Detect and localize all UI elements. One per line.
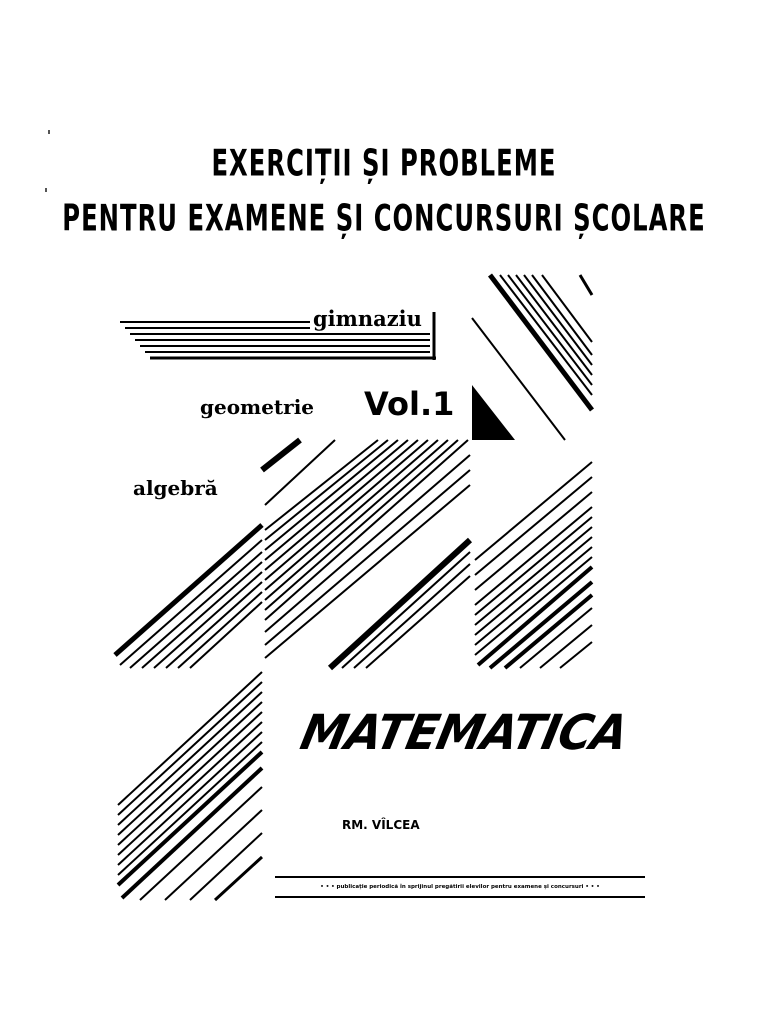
title-line-2: PENTRU EXAMENE ȘI CONCURSURI ȘCOLARE [62, 198, 706, 240]
city-label: RM. VÎLCEA [342, 818, 420, 832]
stripes-bottom-left [118, 672, 262, 900]
stripes-center [262, 440, 470, 668]
scan-speck [45, 188, 47, 192]
volume-label: Vol.1 [364, 385, 455, 423]
title-line-1: EXERCIȚII ȘI PROBLEME [211, 143, 557, 185]
level-label: gimnaziu [313, 306, 422, 331]
stripes-left-middle [115, 525, 262, 668]
algebra-label: algebră [133, 476, 218, 500]
footer-text: • • • publicație periodică în sprijinul pregătirii elevilor pentru examene și concursuri • • • [320, 884, 600, 890]
main-title: MATEMATICA [295, 703, 633, 761]
scan-speck [48, 130, 50, 134]
footer-band [275, 876, 645, 898]
stripes-right-middle [475, 462, 592, 668]
black-triangle [472, 385, 515, 440]
geometry-label: geometrie [200, 395, 315, 419]
